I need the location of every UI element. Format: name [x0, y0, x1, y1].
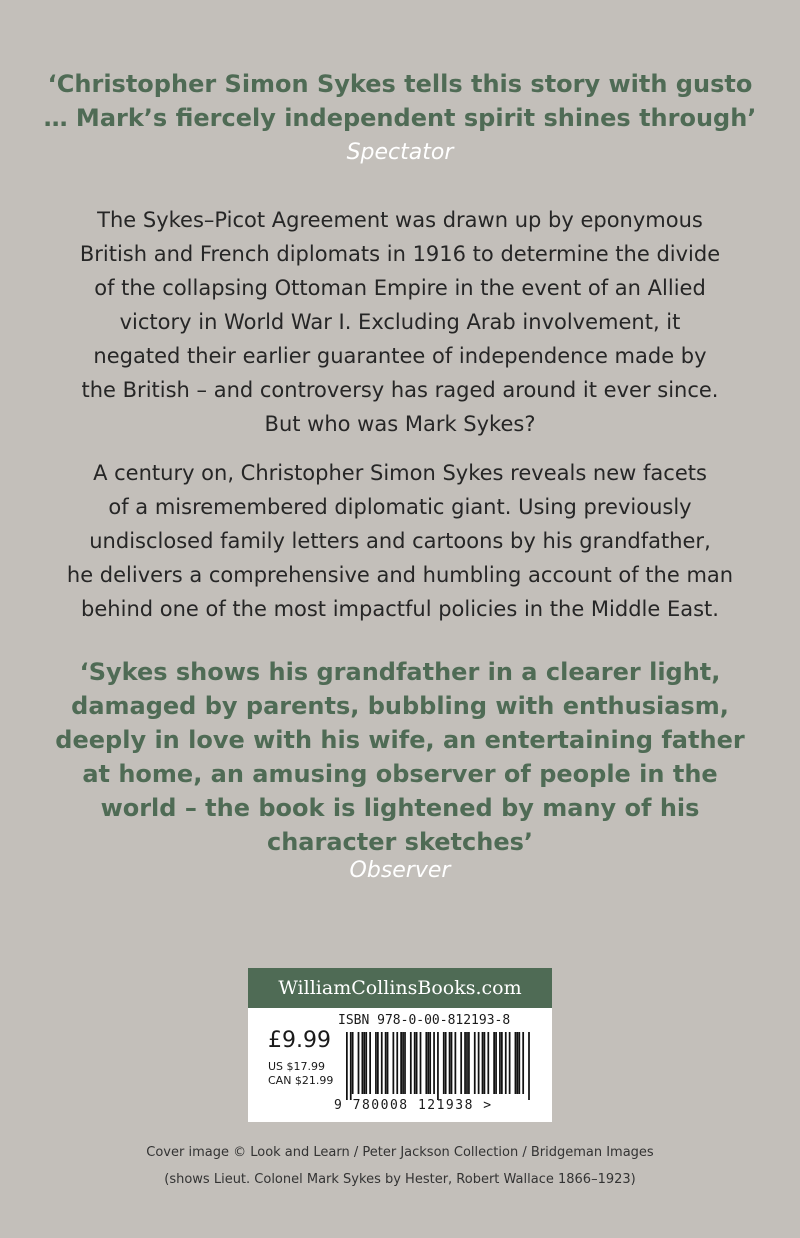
barcode-bar [387, 1032, 389, 1094]
blurb-paragraph-1 [0, 203, 800, 441]
barcode-bar [501, 1032, 503, 1094]
quote-line: … Mark’s fiercely independent spirit shines through’ [43, 104, 757, 132]
barcode-bar [352, 1032, 354, 1094]
blurb-line: the British – and controversy has raged around it ever since. [81, 378, 719, 402]
barcode-bar [505, 1032, 507, 1094]
barcode-panel [248, 968, 552, 1122]
barcode-bar [451, 1032, 453, 1094]
barcode-bar [427, 1032, 429, 1094]
barcode-bar [437, 1032, 439, 1100]
quote-source-observer: Observer [349, 858, 451, 883]
barcode-bar [515, 1032, 517, 1094]
quote-line: character sketches’ [266, 828, 534, 856]
barcode-bar [425, 1032, 427, 1094]
barcode-bar [420, 1032, 422, 1094]
barcode-bar [449, 1032, 451, 1094]
barcode-bar [385, 1032, 387, 1094]
barcode-bar [393, 1032, 395, 1094]
barcode-bar [350, 1032, 352, 1100]
quote-line: deeply in love with his wife, an entertaining father [55, 726, 745, 754]
barcode-bar [375, 1032, 377, 1094]
isbn-label: ISBN 978-0-00-812193-8 [338, 1013, 511, 1028]
blurb-line: of the collapsing Ottoman Empire in the event of an Allied [94, 276, 706, 300]
barcode-bar [518, 1032, 520, 1094]
barcode-bar [414, 1032, 416, 1094]
barcode-bar [362, 1032, 364, 1094]
barcode-bar [363, 1032, 365, 1094]
barcode-bar [487, 1032, 489, 1094]
barcode-bar [346, 1032, 348, 1100]
quote-source-spectator: Spectator [346, 140, 454, 165]
quote-line: at home, an amusing observer of people in the [82, 760, 718, 788]
barcode-bar [464, 1032, 466, 1094]
credit-line-2: (shows Lieut. Colonel Mark Sykes by Hester, Robert Wallace 1866–1923) [164, 1172, 636, 1187]
barcode-bar [429, 1032, 431, 1094]
barcode-bar [377, 1032, 379, 1094]
barcode-bar [466, 1032, 468, 1094]
blurb-paragraph-2 [0, 456, 800, 626]
barcode-bar [474, 1032, 476, 1094]
barcode-bar [455, 1032, 457, 1094]
blurb-line: undisclosed family letters and cartoons by his grandfather, [89, 529, 711, 553]
barcode-bar [484, 1032, 486, 1094]
barcode-bar [509, 1032, 511, 1094]
barcode-bar [396, 1032, 398, 1094]
blurb-line: The Sykes–Picot Agreement was drawn up by eponymous [97, 208, 703, 232]
quote-line: ‘Sykes shows his grandfather in a clearer light, [79, 658, 721, 686]
barcode-bar [410, 1032, 412, 1094]
barcode-bar [358, 1032, 360, 1094]
barcode-digits: 9 780008 121938 > [334, 1098, 493, 1113]
blurb-line: he delivers a comprehensive and humbling account of the man [66, 563, 734, 587]
blurb-line: British and French diplomats in 1916 to determine the divide [79, 242, 721, 266]
price-uk: £9.99 [268, 1028, 331, 1053]
barcode-bar [522, 1032, 524, 1094]
blurb-line: A century on, Christopher Simon Sykes reveals new facets [93, 461, 707, 485]
blurb-line: victory in World War I. Excluding Arab involvement, it [119, 310, 681, 334]
barcode-bar [433, 1032, 435, 1094]
quote-line: damaged by parents, bubbling with enthusiasm, [71, 692, 729, 720]
barcode-bar [499, 1032, 501, 1094]
review-quote-observer [0, 655, 800, 859]
cover-credits [0, 1139, 800, 1193]
barcode-bar [468, 1032, 470, 1094]
publisher-website: WilliamCollinsBooks.com [248, 968, 552, 1008]
barcode-bar [495, 1032, 497, 1094]
blurb-line: of a misremembered diplomatic giant. Using previously [108, 495, 692, 519]
quote-line: ‘Christopher Simon Sykes tells this story with gusto [47, 70, 753, 98]
barcode-bar [482, 1032, 484, 1094]
blurb-line: negated their earlier guarantee of independence made by [93, 344, 707, 368]
quote-line: world – the book is lightened by many of his [100, 794, 700, 822]
credit-line-1: Cover image © Look and Learn / Peter Jackson Collection / Bridgeman Images [146, 1145, 654, 1160]
barcode-bar [528, 1032, 530, 1100]
barcode-bar [381, 1032, 383, 1094]
barcode-bar [400, 1032, 402, 1094]
barcode-bar [493, 1032, 495, 1094]
barcode-bar [460, 1032, 462, 1094]
barcode-bar [365, 1032, 367, 1094]
barcode-bar [478, 1032, 480, 1094]
review-quote-spectator [0, 67, 800, 135]
price-us: US $17.99 [268, 1060, 326, 1073]
blurb-line: behind one of the most impactful policies in the Middle East. [81, 597, 719, 621]
barcode-bar [443, 1032, 445, 1094]
barcode-bar [369, 1032, 371, 1094]
barcode-bar [416, 1032, 418, 1094]
barcode-bar [445, 1032, 447, 1094]
price-can: CAN $21.99 [268, 1074, 334, 1087]
barcode-bar [517, 1032, 519, 1094]
barcode-bar [404, 1032, 406, 1094]
barcode-bar [402, 1032, 404, 1094]
barcode-graphic [346, 1032, 532, 1102]
blurb-line: But who was Mark Sykes? [264, 412, 536, 436]
